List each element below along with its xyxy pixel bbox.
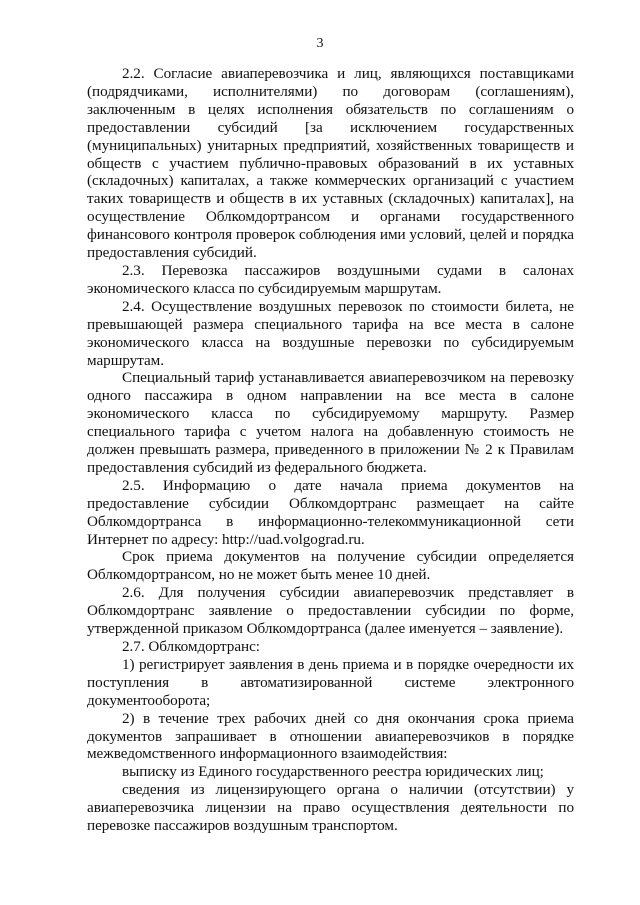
paragraph-2-5: 2.5. Информацию о дате начала приема документов на предоставление субсидии Облкомдортранс размещает на сайте Облкомдортранса в информационно-телекоммуникационной сети Интернет по адресу: http://uad.volgograd.ru.	[87, 476, 574, 548]
paragraph-special-tariff: Специальный тариф устанавливается авиаперевозчиком на перевозку одного пассажира в одном направлении на все места в салоне экономического класса по субсидируемому маршруту. Размер специального тарифа с учетом налога на добавленную стоимость не должен превышать размера, приведенного в приложении № 2 к Правилам предоставления субсидий из федерального бюджета.	[87, 369, 574, 476]
page-number: 3	[316, 36, 324, 51]
document-body	[87, 65, 574, 835]
paragraph-2-6: 2.6. Для получения субсидии авиаперевозчик представляет в Облкомдортранс заявление о предоставлении субсидии по форме, утвержденной приказом Облкомдортранса (далее именуется – заявление).	[87, 584, 574, 638]
paragraph-license-info: сведения из лицензирующего органа о наличии (отсутствии) у авиаперевозчика лицензии на право осуществления деятельности по перевозке пассажиров воздушным транспортом.	[87, 781, 574, 835]
paragraph-item-1: 1) регистрирует заявления в день приема и в порядке очередности их поступления в автоматизированной системе электронного документооборота;	[87, 655, 574, 709]
paragraph-2-3: 2.3. Перевозка пассажиров воздушными судами в салонах экономического класса по субсидируемым маршрутам.	[87, 261, 574, 297]
paragraph-acceptance-period: Срок приема документов на получение субсидии определяется Облкомдортрансом, но не может быть менее 10 дней.	[87, 548, 574, 584]
paragraph-2-2: 2.2. Согласие авиаперевозчика и лиц, являющихся поставщиками (подрядчиками, исполнителями) по договорам (соглашениям), заключенным в целях исполнения обязательств по соглашениям о предоставлении субсидий [за исключением государственных (муниципальных) унитарных предприятий, хозяйственных товариществ и обществ с участием публично-правовых образований в их уставных (складочных) капиталах, а также коммерческих организаций с участием таких товариществ и обществ в их уставных (складочных) капиталах], на осуществление Облкомдортрансом и органами государственного финансового контроля проверок соблюдения ими условий, целей и порядка предоставления субсидий.	[87, 65, 574, 262]
paragraph-2-7: 2.7. Облкомдортранс:	[122, 638, 260, 655]
paragraph-item-2: 2) в течение трех рабочих дней со дня окончания срока приема документов запрашивает в отношении авиаперевозчиков в порядке межведомственного информационного взаимодействия:	[87, 709, 574, 763]
paragraph-registry-extract: выписку из Единого государственного реестра юридических лиц;	[122, 763, 544, 781]
paragraph-2-4: 2.4. Осуществление воздушных перевозок по стоимости билета, не превышающей размера специального тарифа на все места в салоне экономического класса на воздушные перевозки по субсидируемым маршрутам.	[87, 297, 574, 369]
